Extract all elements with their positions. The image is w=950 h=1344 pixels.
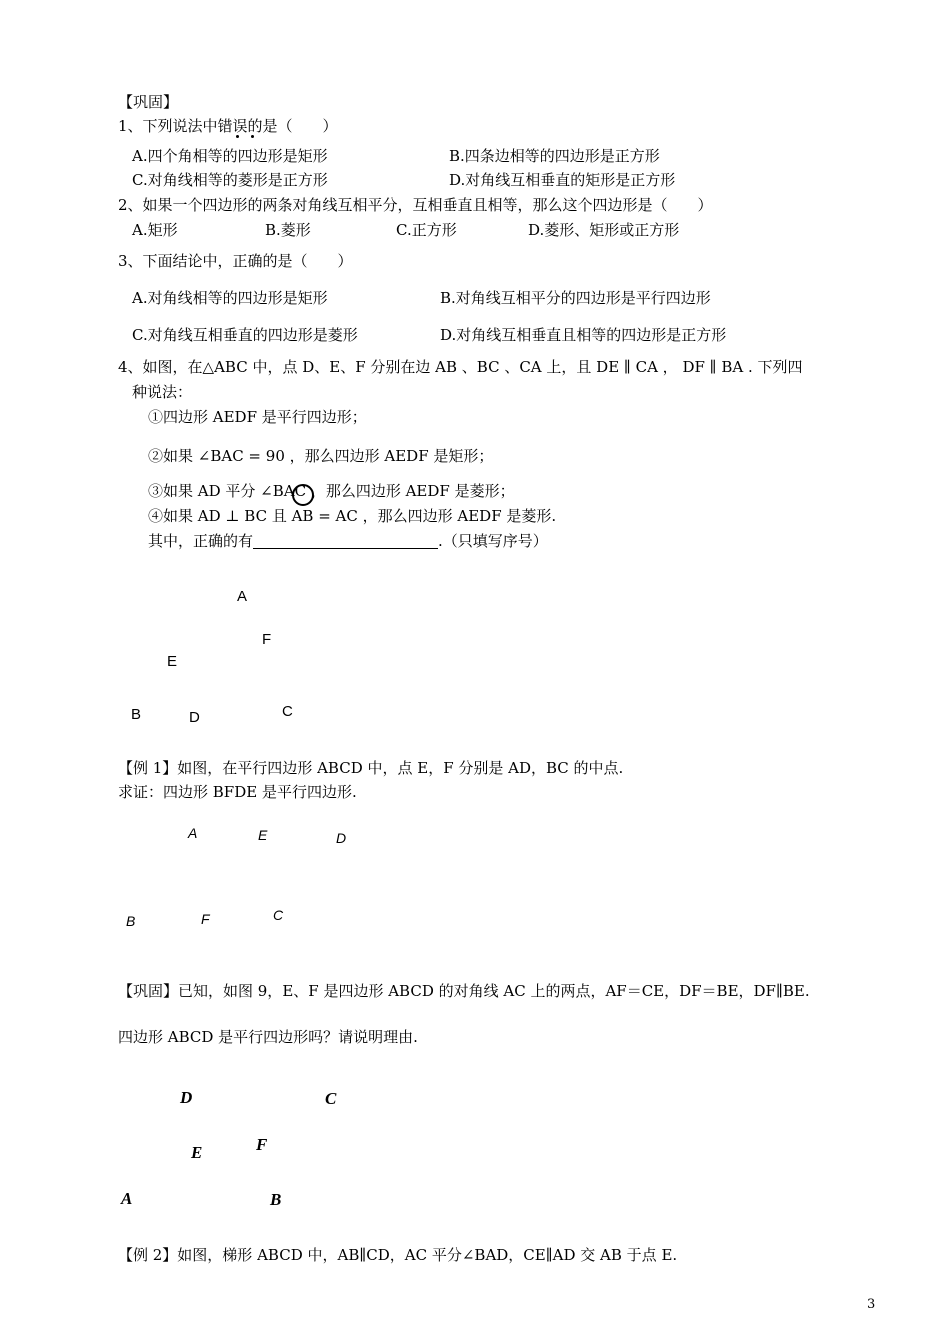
figure1-label-f: F: [262, 631, 272, 648]
figure3-label-b: B: [270, 1190, 282, 1209]
figure3-label-a: A: [121, 1189, 133, 1208]
emphasis-dot: [236, 135, 239, 138]
question-4-stem-line-2: 种说法：: [132, 383, 193, 401]
example-1-line-2: 求证：四边形 BFDE 是平行四边形.: [118, 783, 357, 801]
question-4-statement-1: ①四边形 AEDF 是平行四边形；: [148, 408, 367, 426]
question-1-option-b: B.四条边相等的四边形是正方形: [449, 147, 660, 165]
question-3-option-d: D.对角线互相垂直且相等的四边形是正方形: [440, 326, 727, 344]
figure3-label-f: F: [256, 1135, 268, 1154]
circle-mark-icon: [292, 484, 314, 506]
gonggu2-line-2: 四边形 ABCD 是平行四边形吗？请说明理由.: [118, 1028, 418, 1046]
figure2-label-c: C: [273, 907, 284, 923]
question-4-answer-line: [148, 533, 548, 549]
figure2-label-f: F: [201, 911, 210, 927]
figure1-label-b: B: [131, 706, 142, 723]
page-number: 3: [867, 1297, 876, 1312]
figure2-label-d: D: [336, 830, 347, 846]
figure1-label-c: C: [282, 703, 293, 720]
question-2-option-c: C.正方形: [396, 221, 457, 239]
question-4-statement-3: ③如果 AD 平分 ∠BAC ，那么四边形 AEDF 是菱形；: [148, 482, 515, 500]
question-4-statement-4: ④如果 AD ⊥ BC 且 AB = AC ，那么四边形 AEDF 是菱形.: [148, 507, 557, 525]
figure2-label-a: A: [188, 825, 198, 841]
emphasis-dot: [251, 135, 254, 138]
answer-blank[interactable]: [253, 533, 438, 549]
question-2-stem: 2、如果一个四边形的两条对角线互相平分，互相垂直且相等，那么这个四边形是（ ）: [118, 196, 713, 214]
example-2-line-1: 【例 2】如图，梯形 ABCD 中，AB∥CD，AC 平分∠BAD，CE∥AD 交 AB 于点 E.: [118, 1246, 678, 1264]
question-4-statement-2: ②如果 ∠BAC = 90 ，那么四边形 AEDF 是矩形；: [148, 447, 494, 465]
section-heading-gonggu: 【巩固】: [118, 93, 179, 111]
figure2-label-e: E: [258, 827, 268, 843]
question-1-option-d: D.对角线互相垂直的矩形是正方形: [449, 171, 676, 189]
gonggu2-line-1: 【巩固】已知，如图 9，E、F 是四边形 ABCD 的对角线 AC 上的两点，AF＝CE，DF＝BE，DF∥BE.: [118, 982, 810, 1000]
figure1-label-d: D: [189, 709, 200, 726]
example-1-line-1: 【例 1】如图，在平行四边形 ABCD 中，点 E，F 分别是 AD，BC 的中点.: [118, 759, 624, 777]
question-1-option-a: A.四个角相等的四边形是矩形: [132, 147, 328, 165]
answer-suffix: .（只填写序号）: [438, 532, 548, 550]
figure1-label-e: E: [167, 653, 178, 670]
question-3-option-b: B.对角线互相平分的四边形是平行四边形: [440, 289, 711, 307]
figure2-label-b: B: [126, 913, 136, 929]
figure3-label-d: D: [180, 1088, 193, 1107]
question-1-option-c: C.对角线相等的菱形是正方形: [132, 171, 328, 189]
question-3-option-a: A.对角线相等的四边形是矩形: [132, 289, 328, 307]
question-3-option-c: C.对角线互相垂直的四边形是菱形: [132, 326, 358, 344]
question-1-stem: 1、下列说法中错误的是（ ）: [118, 117, 338, 135]
figure3-label-c: C: [325, 1089, 337, 1108]
figure3-label-e: E: [191, 1143, 203, 1162]
question-4-stem-line-1: 4、如图，在△ABC 中，点 D、E、F 分别在边 AB 、BC 、CA 上，且 DE ∥ CA ， DF ∥ BA . 下列四: [118, 358, 803, 376]
answer-prefix: 其中，正确的有: [148, 532, 254, 550]
question-2-option-d: D.菱形、矩形或正方形: [528, 221, 680, 239]
question-2-option-a: A.矩形: [132, 221, 178, 239]
question-2-option-b: B.菱形: [265, 221, 311, 239]
question-3-stem: 3、下面结论中，正确的是（ ）: [118, 252, 353, 270]
figure1-label-a: A: [237, 588, 248, 605]
